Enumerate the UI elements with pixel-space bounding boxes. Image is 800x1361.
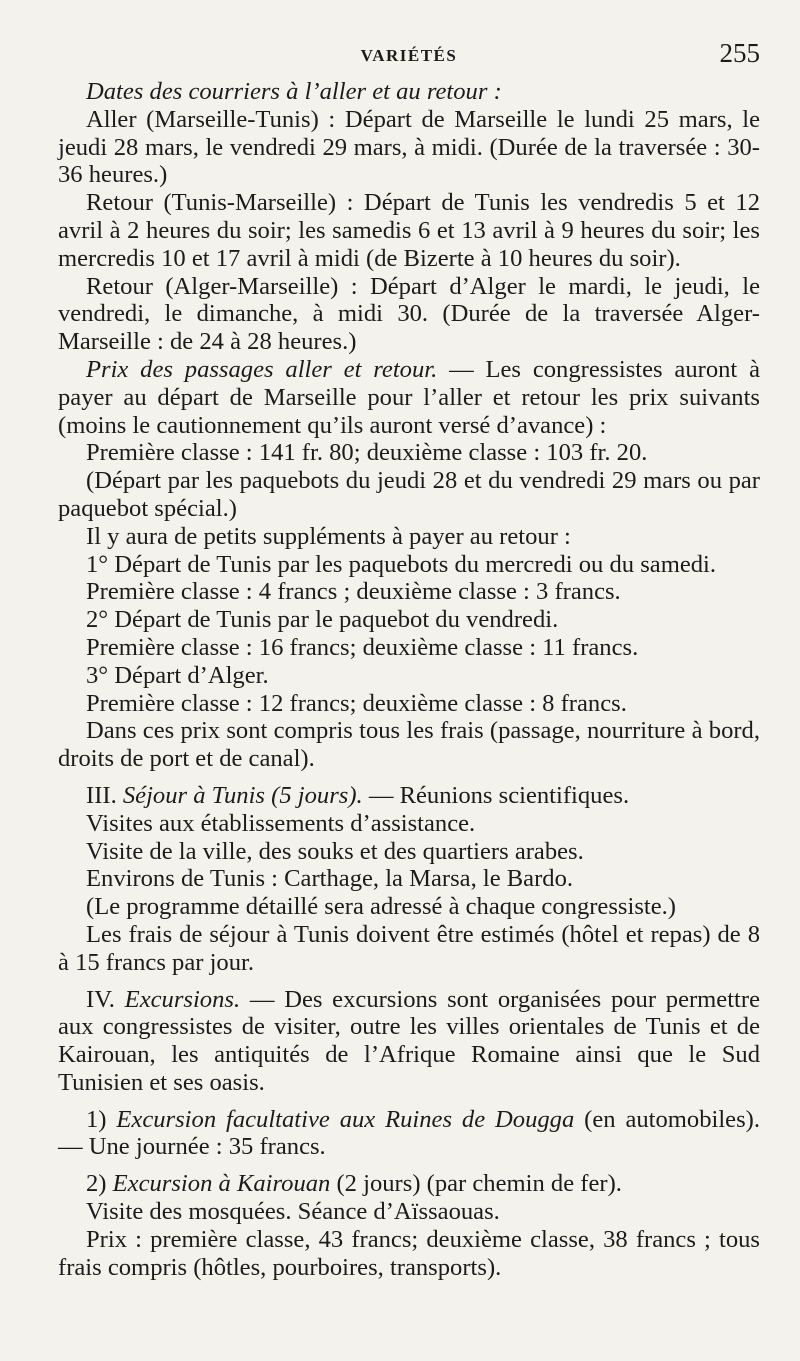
aller-paragraph: Aller (Marseille-Tunis) : Départ de Marseille le lundi 25 mars, le jeudi 28 mars, le vendredi 29 mars, à midi. (Durée de la traversée : 30-36 heures.) [58,105,760,189]
excursions-intro: — Des excursions sont organisées pour permettre aux congressistes de visiter, outre les villes orientales de Tunis et de Kairouan, les antiquités de l’Afrique Romaine ainsi que le Sud Tunisien et ses oasis. [58,985,760,1096]
excursion-2 [58,1170,760,1198]
depart-note: (Départ par les paquebots du jeudi 28 et du vendredi 29 mars ou par paquebot spécial.) [58,467,760,522]
excursions-title: Excursions. [124,985,241,1013]
sejour-programme: (Le programme détaillé sera adressé à chaque congressiste.) [86,893,676,921]
excursion-2-number: 2) [86,1170,113,1198]
excursion-1 [58,1106,760,1162]
courriers-heading: Dates des courriers à l’aller et au retour : [86,78,502,105]
prix-paragraph [58,356,760,439]
running-title: VARIÉTÉS [360,46,458,65]
supplement-item-3: 3° Départ d’Alger. [86,661,269,689]
excursions-number: IV. [86,985,125,1013]
prix-heading-text: — Les congressistes auront à payer au départ de Marseille pour l’aller et retour les prix suivants (moins le cautionnement qu’ils auront versé d’avance) : [58,355,760,439]
prix-compris: Dans ces prix sont compris tous les frais (passage, nourriture à bord, droits de port et de canal). [58,717,760,773]
excursion-2-title: Excursion à Kairouan [112,1170,331,1198]
excursion-1-number: 1) [86,1105,117,1133]
sejour-frais: Les frais de séjour à Tunis doivent être estimés (hôtel et repas) de 8 à 15 francs par jour. [58,920,760,976]
prix-heading: Prix des passages aller et retour. [86,355,438,383]
excursion-2-visite: Visite des mosquées. Séance d’Aïssaouas. [86,1198,500,1226]
supplement-item-2: 2° Départ de Tunis par le paquebot du vendredi. [86,606,559,634]
sejour-environs: Environs de Tunis : Carthage, la Marsa, le Bardo. [86,865,574,893]
sejour-number: III. [86,781,123,809]
retour-alger-paragraph: Retour (Alger-Marseille) : Départ d’Alger le mardi, le jeudi, le vendredi, le dimanche, à midi 30. (Durée de la traversée Alger-Marseille : de 24 à 28 heures.) [58,272,760,356]
supplement-item-2-prices: Première classe : 16 francs; deuxième classe : 11 francs. [86,633,639,661]
supplement-item-3-prices: Première classe : 12 francs; deuxième classe : 8 francs. [86,689,627,717]
sejour-visites: Visites aux établissements d’assistance. [86,809,476,837]
page-number: 255 [719,38,760,68]
excursion-2-prix: Prix : première classe, 43 francs; deuxième classe, 38 francs ; tous frais compris (hôtles, pourboires, transports). [58,1225,760,1281]
sejour-title-rest: — Réunions scientifiques. [362,781,630,809]
sejour-heading [58,782,760,810]
supplement-item-1-prices: Première classe : 4 francs ; deuxième classe : 3 francs. [86,578,621,606]
page-body [58,78,760,1281]
excursion-1-title: Excursion facultative aux Ruines de Dougga [116,1105,575,1133]
excursions-paragraph [58,986,760,1097]
retour-tunis-paragraph: Retour (Tunis-Marseille) : Départ de Tunis les vendredis 5 et 12 avril à 2 heures du soir; les samedis 6 et 13 avril à 9 heures du soir; les mercredis 10 et 17 avril à midi (de Bizerte à 10 heures du soir). [58,189,760,272]
supplement-item-1: 1° Départ de Tunis par les paquebots du mercredi ou du samedi. [86,550,717,578]
excursion-1-details: (en automobiles). — Une journée : 35 francs. [58,1105,761,1161]
sejour-title: Séjour à Tunis (5 jours). [122,781,363,809]
page-header [58,0,760,78]
sejour-ville: Visite de la ville, des souks et des quartiers arabes. [86,837,584,865]
supplements-line: Il y aura de petits suppléments à payer au retour : [86,522,571,550]
excursion-2-details: (2 jours) (par chemin de fer). [330,1170,622,1198]
prix-classes: Première classe : 141 fr. 80; deuxième classe : 103 fr. 20. [86,439,648,467]
